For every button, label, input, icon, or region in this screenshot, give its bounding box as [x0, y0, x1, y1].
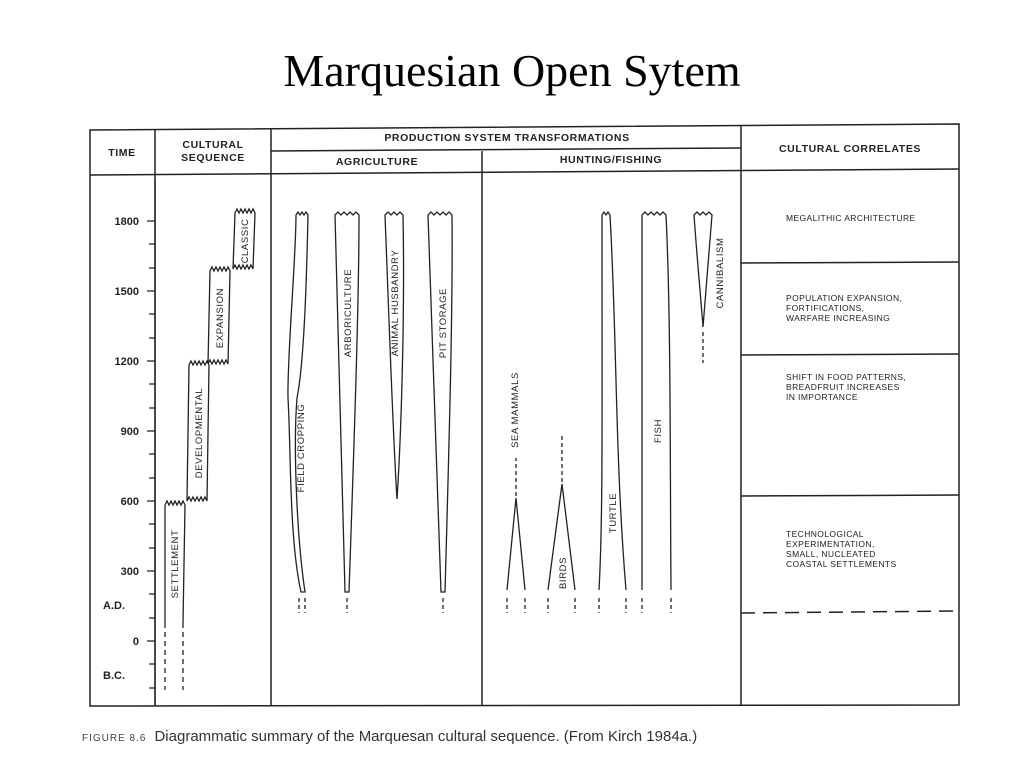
- correlate-2-line-2: FORTIFICATIONS,: [786, 303, 865, 313]
- tick-1800: 1800: [114, 216, 139, 228]
- correlate-2-line-3: WARFARE INCREASING: [786, 313, 891, 323]
- figure-caption: [82, 728, 697, 745]
- header-production: PRODUCTION SYSTEM TRANSFORMATIONS: [384, 132, 630, 144]
- correlate-3-line-2: BREADFRUIT INCREASES: [786, 382, 900, 392]
- phase-developmental: DEVELOPMENTAL: [194, 387, 205, 479]
- header-divider: [90, 169, 959, 175]
- diagram-frame: [90, 124, 959, 706]
- phase-expansion: EXPANSION: [215, 287, 226, 349]
- header-cultural-line1: CULTURAL: [182, 139, 244, 151]
- correlate-3-line-1: SHIFT IN FOOD PATTERNS,: [786, 372, 907, 382]
- header-cultural-correlates: CULTURAL CORRELATES: [778, 143, 922, 155]
- correlate-3-line-3: IN IMPORTANCE: [786, 392, 858, 402]
- tick-600: 600: [120, 496, 139, 508]
- header-agriculture: AGRICULTURE: [335, 156, 419, 168]
- label-cannibalism: CANNIBALISM: [715, 237, 726, 309]
- era-ad: A.D.: [103, 600, 125, 612]
- tick-900: 900: [120, 426, 139, 438]
- production-subheader-line: [271, 148, 741, 151]
- shape-sea-mammals: [507, 498, 525, 590]
- label-birds: BIRDS: [558, 556, 569, 590]
- diagram-svg: [89, 118, 961, 708]
- correlate-1-line-1: MEGALITHIC ARCHITECTURE: [786, 213, 916, 223]
- shape-cannibalism: [694, 212, 712, 327]
- correlate-2-line-1: POPULATION EXPANSION,: [786, 293, 903, 303]
- correlates-row-line-3: [741, 495, 959, 496]
- label-field-cropping: FIELD CROPPING: [296, 403, 307, 493]
- correlate-4-line-3: SMALL, NUCLEATED: [786, 549, 876, 559]
- header-time: TIME: [108, 147, 136, 159]
- shape-pit-storage: [428, 212, 452, 592]
- correlate-4-line-1: TECHNOLOGICAL: [786, 529, 864, 539]
- ad-bc-dashed-line: [741, 611, 959, 613]
- label-arboriculture: ARBORICULTURE: [343, 268, 354, 358]
- label-pit-storage: PIT STORAGE: [438, 287, 449, 359]
- tick-0: 0: [132, 636, 139, 648]
- phase-classic: CLASSIC: [240, 218, 251, 264]
- figure-number: FIGURE 8.6: [82, 733, 147, 744]
- shape-field-cropping: [288, 212, 308, 592]
- header-hunting-fishing: HUNTING/FISHING: [559, 154, 663, 166]
- tick-1200: 1200: [114, 356, 139, 368]
- correlates-row-line-2: [741, 354, 959, 355]
- phase-settlement: SETTLEMENT: [170, 529, 181, 599]
- sequence-diagram: [89, 118, 961, 713]
- tick-300: 300: [120, 566, 139, 578]
- correlate-4-line-4: COASTAL SETTLEMENTS: [786, 559, 897, 569]
- caption-text: Diagrammatic summary of the Marquesan cultural sequence. (From Kirch 1984a.): [154, 728, 698, 745]
- shape-fish: [642, 212, 671, 590]
- label-fish: FISH: [653, 418, 664, 444]
- correlates-row-line-1: [741, 262, 959, 263]
- label-sea-mammals: SEA MAMMALS: [510, 372, 521, 448]
- label-turtle: TURTLE: [608, 492, 619, 534]
- slide-title: Marquesian Open Sytem: [283, 45, 741, 96]
- header-sequence-line2: SEQUENCE: [181, 152, 245, 164]
- correlate-4-line-2: EXPERIMENTATION,: [786, 539, 875, 549]
- tick-1500: 1500: [114, 286, 139, 298]
- label-animal-husbandry: ANIMAL HUSBANDRY: [390, 249, 401, 357]
- era-bc: B.C.: [103, 670, 125, 682]
